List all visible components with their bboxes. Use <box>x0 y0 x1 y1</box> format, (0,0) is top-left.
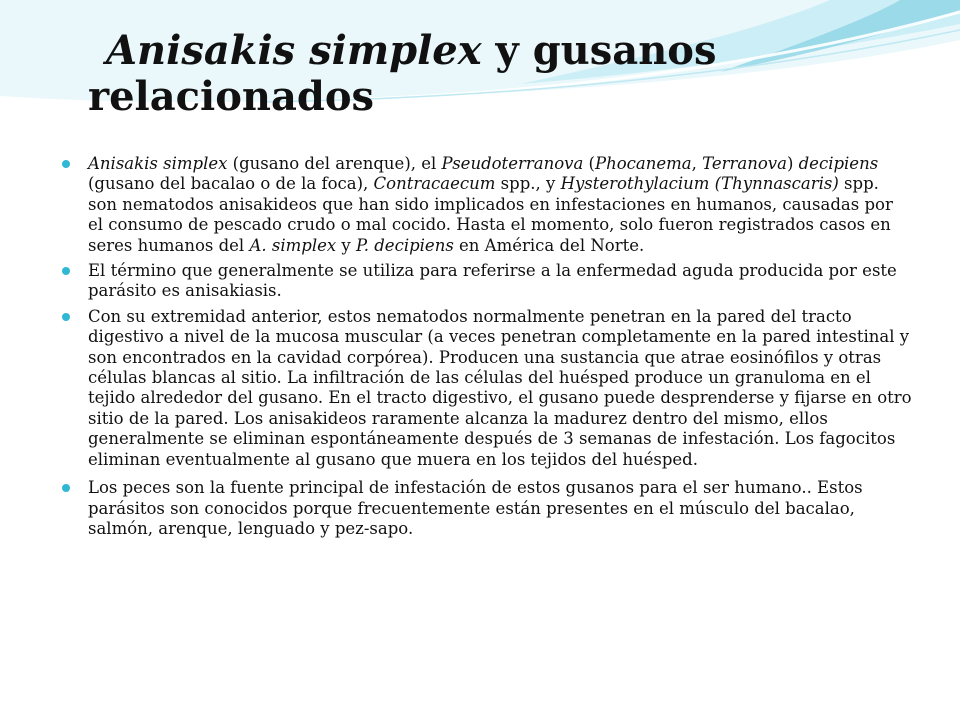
bullet-dot-icon <box>62 484 70 492</box>
text: Con su extremidad anterior, estos nematodos normalmente penetran en la pared del tracto digestivo a nivel de la mucosa muscular (a veces penetran completamente en la pared intestinal y son encontrados en la cavidad corpórea). Producen una sustancia que atrae eosinófilos y otras células blancas al sitio. La infiltración de las células del huésped produce un granuloma en el tejido alrededor del gusano. En el tracto digestivo, el gusano puede desprenderse y fijarse en otro sitio de la pared. Los anisakideos raramente alcanza la madurez dentro del mismo, ellos generalmente se eliminan espontáneamente después de 3 semanas de infestación. Los fagocitos eliminan eventualmente al gusano que muera en los tejidos del huésped. <box>88 306 912 469</box>
text: spp. son nematodos anisakideos que han sido implicados en infestaciones en humanos, causadas por el consumo de pescado crudo o mal cocido. Hasta el momento, solo fueron registrados casos en seres humanos del <box>88 174 893 255</box>
italic-text: Terranova <box>702 154 787 173</box>
italic-text: Hysterothylacium (Thynnascaris) <box>560 174 839 194</box>
text: en América del Norte. <box>453 235 645 255</box>
text: (gusano del bacalao o de la foca), <box>88 174 374 194</box>
title-line-1-rest: y gusanos <box>481 27 717 74</box>
text: Los peces son la fuente principal de infestación de estos gusanos para el ser humano.. Estos parásitos son conocidos porque frecuentemente están presentes en el músculo del bacalao, salmón, arenque, lenguado y pez-sapo. <box>88 478 863 538</box>
bullet-dot-icon <box>62 267 70 275</box>
bullet-item <box>62 478 912 539</box>
italic-text: Contracaecum <box>373 174 496 194</box>
bullet-item <box>62 307 912 470</box>
bullet-item <box>62 154 912 256</box>
bullet-dot-icon <box>62 160 70 168</box>
text: (gusano del arenque), el <box>227 154 442 173</box>
title-line-1 <box>88 28 908 74</box>
text: El término que generalmente se utiliza para referirse a la enfermedad aguda producida por este parásito es anisakiasis. <box>88 261 897 301</box>
text: spp., y <box>495 174 561 194</box>
italic-text: decipiens <box>798 154 879 173</box>
title-line-2: relacionados <box>88 73 375 120</box>
bullet-list <box>62 154 912 544</box>
italic-text: P. decipiens <box>356 235 454 255</box>
text: ( <box>583 154 595 173</box>
bullet-item <box>62 261 912 302</box>
title-species-name: Anisakis simplex <box>106 27 482 74</box>
italic-text: A. simplex <box>249 235 337 255</box>
text: , <box>691 154 703 173</box>
italic-text: Anisakis simplex <box>88 154 228 173</box>
italic-text: Pseudoterranova <box>441 154 584 173</box>
bullet-dot-icon <box>62 313 70 321</box>
text: ) <box>786 154 799 173</box>
slide-title <box>88 28 908 120</box>
italic-text: Phocanema <box>594 154 692 173</box>
text: y <box>336 235 356 255</box>
